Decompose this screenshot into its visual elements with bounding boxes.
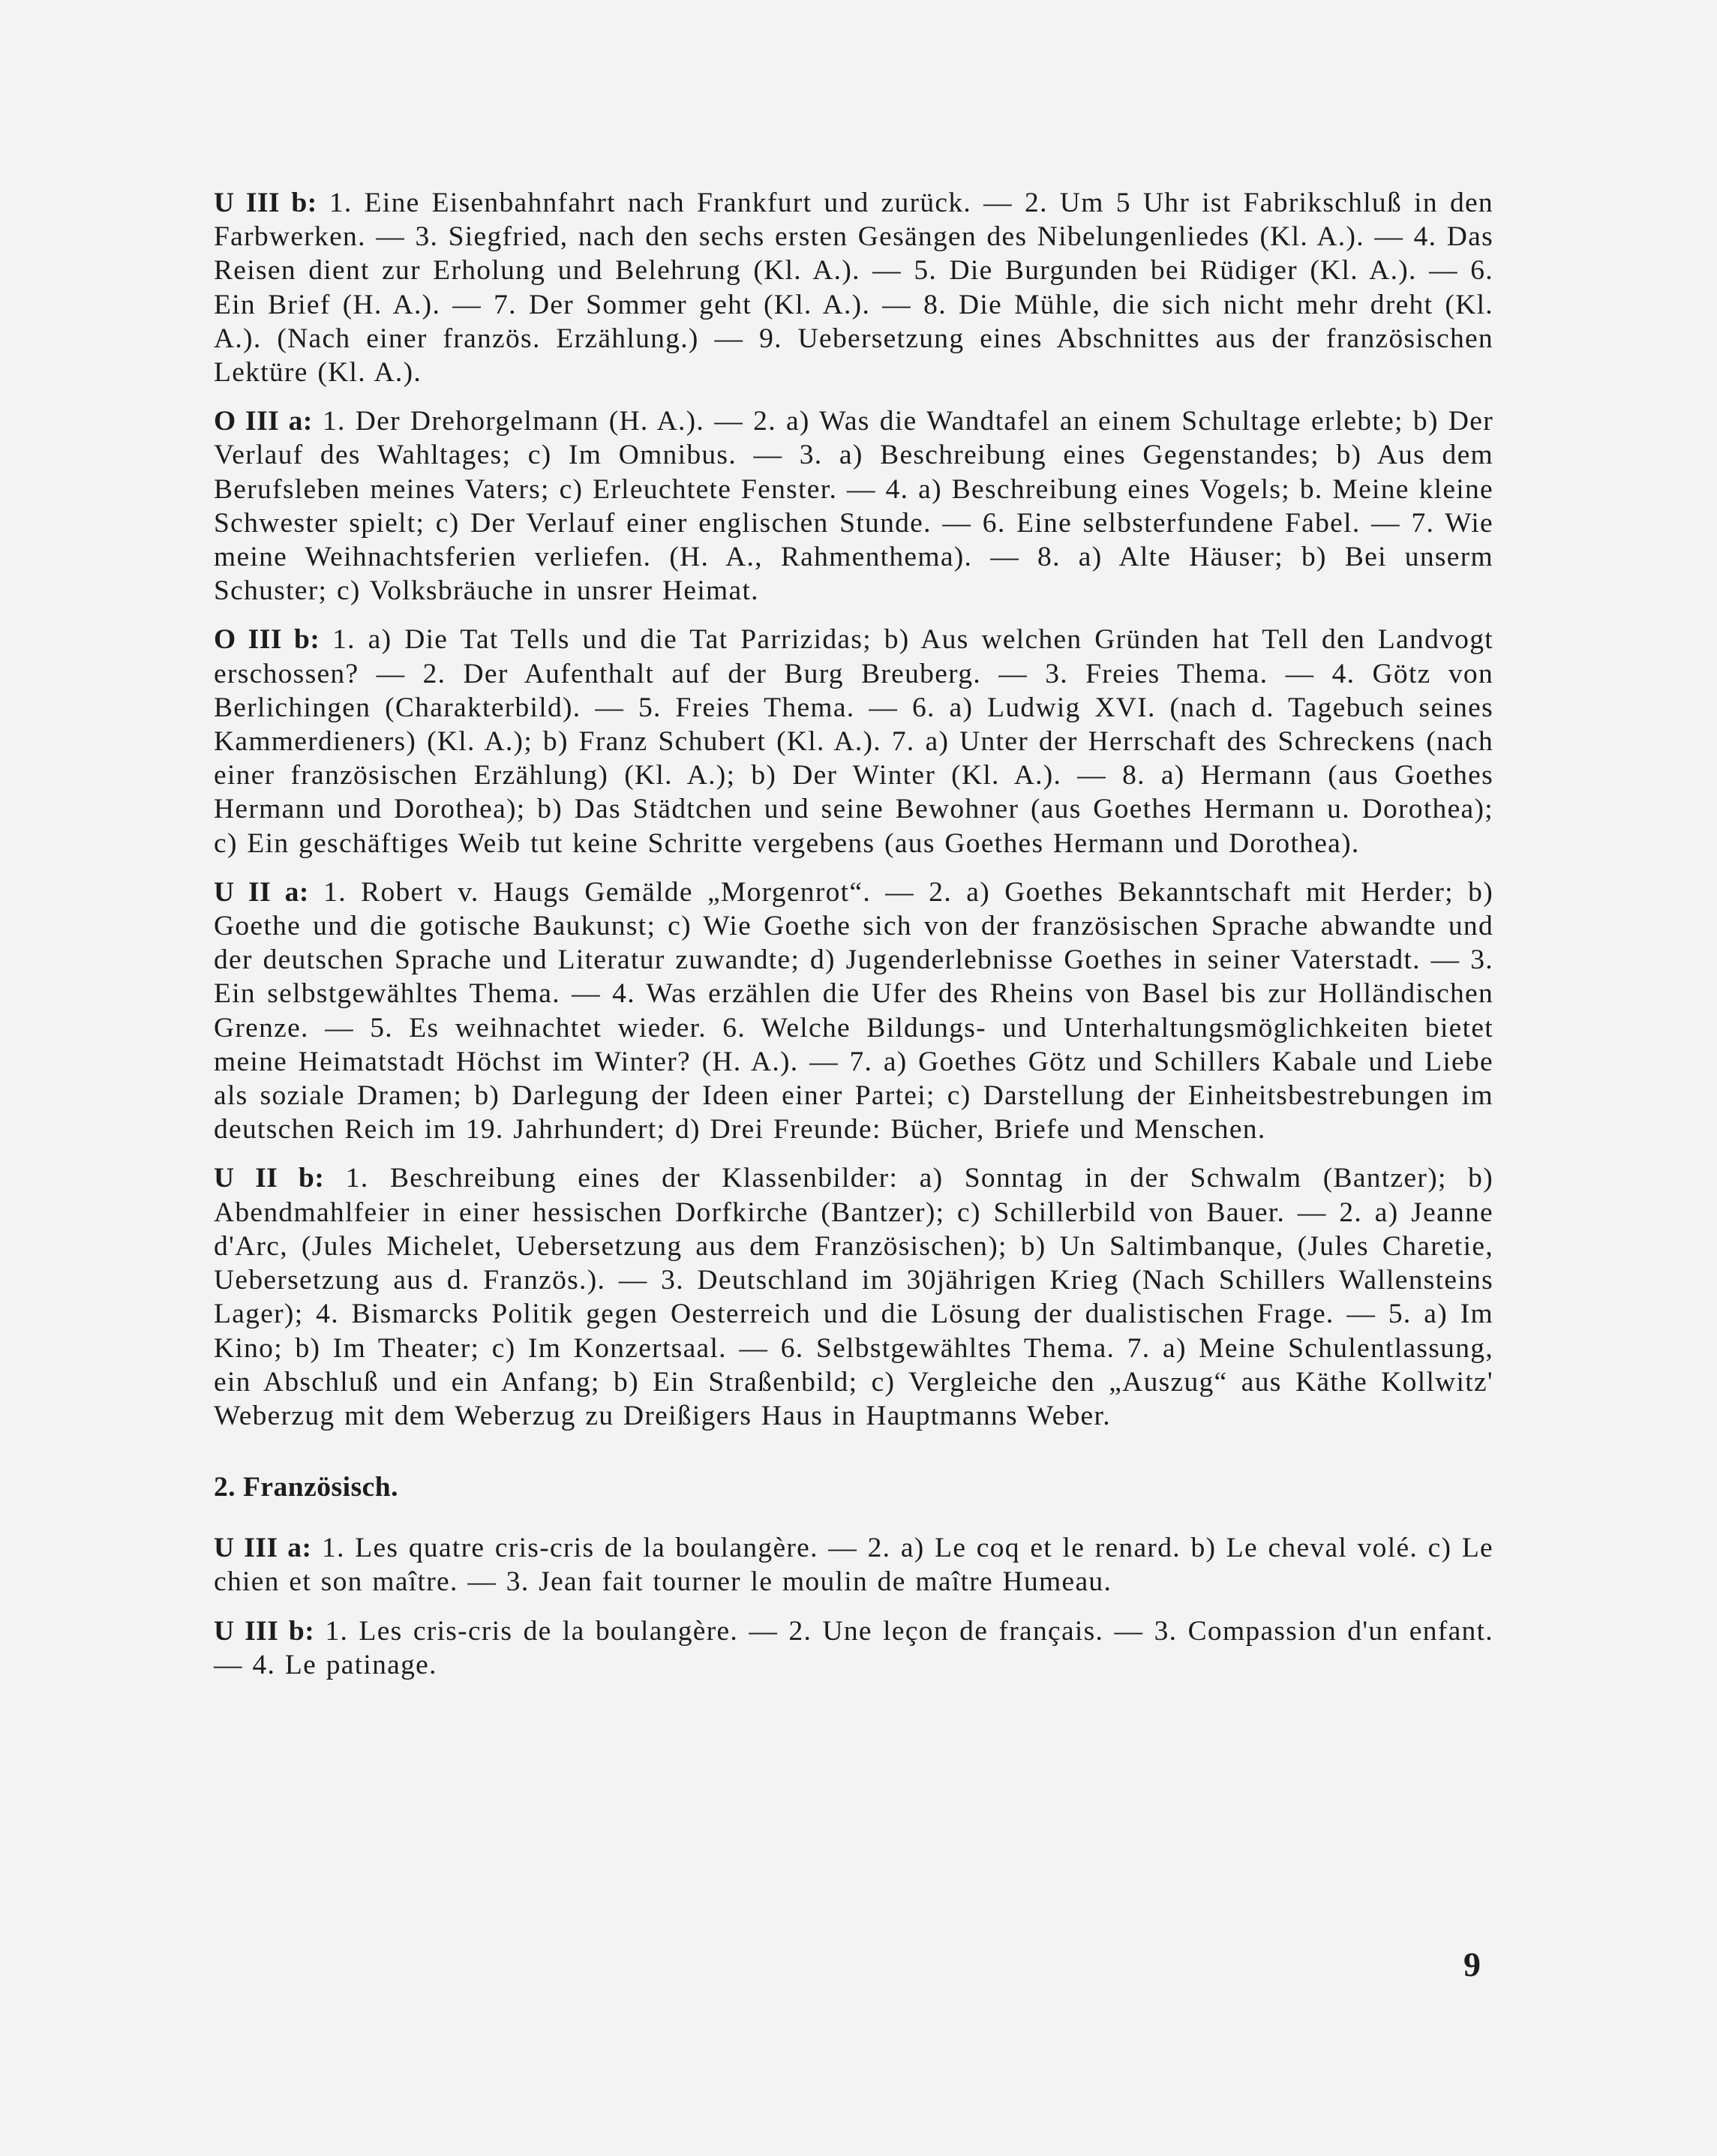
paragraph-fr-u-iii-b — [214, 1614, 1493, 1682]
class-label: U III a: — [214, 1533, 312, 1564]
paragraph-u-ii-b — [214, 1161, 1493, 1433]
class-label: U II a: — [214, 876, 309, 908]
class-label: O III b: — [214, 624, 320, 656]
class-label: O III a: — [214, 406, 313, 437]
paragraph-text: 1. Beschreibung eines der Klassenbilder: a) Sonntag in der Schwalm (Bantzer); b) Abendmahlfeier in einer hessischen Dorfkirche (Bantzer); c) Schillerbild von Bauer. — 2. a) Jeanne d'Arc, (Jules Michelet, Uebersetzung aus dem Französischen); b) Un Saltimbanque, (Jules Charetie, Uebersetzung aus d. Französ.). — 3. Deutschland im 30jährigen Krieg (Nach Schillers Wallensteins Lager); 4. Bismarcks Politik gegen Oesterreich und die Lösung der dualistischen Frage. — 5. a) Im Kino; b) Im Theater; c) Im Konzertsaal. — 6. Selbstgewähltes Thema. 7. a) Meine Schulentlassung, ein Abschluß und ein Anfang; b) Ein Straßenbild; c) Vergleiche den „Auszug“ aus Käthe Kollwitz' Weberzug mit dem Weberzug zu Dreißigers Haus in Hauptmanns Weber. — [214, 1163, 1493, 1431]
class-label: U III b: — [214, 188, 317, 218]
page-number: 9 — [1463, 1945, 1481, 1983]
section-heading-franzoesisch: 2. Französisch. — [214, 1472, 399, 1503]
paragraph-text: 1. Der Drehorgelmann (H. A.). — 2. a) Was die Wandtafel an einem Schultage erlebte; b) Der Verlauf des Wahltages; c) Im Omnibus. — 3. a) Beschreibung eines Gegenstandes; b) Aus dem Berufsleben meines Vaters; c) Erleuchtete Fenster. — 4. a) Beschreibung eines Vogels; b. Meine kleine Schwester spielt; c) Der Verlauf einer englischen Stunde. — 6. Eine selbsterfundene Fabel. — 7. Wie meine Weihnachtsferien verliefen. (H. A., Rahmenthema). — 8. a) Alte Häuser; b) Bei unserm Schuster; c) Volksbräuche in unsrer Heimat. — [214, 406, 1493, 607]
class-label: U III b: — [214, 1615, 315, 1647]
paragraph-o-iii-a — [214, 404, 1493, 608]
paragraph-text: 1. Les cris-cris de la boulangère. — 2. Une leçon de français. — 3. Compassion d'un enfant. — 4. Le patinage. — [214, 1615, 1493, 1680]
paragraph-text: 1. a) Die Tat Tells und die Tat Parrizidas; b) Aus welchen Gründen hat Tell den Landvogt erschossen? — 2. Der Aufenthalt auf der Burg Breuberg. — 3. Freies Thema. — 4. Götz von Berlichingen (Charakterbild). — 5. Freies Thema. — 6. a) Ludwig XVI. (nach d. Tagebuch seines Kammerdieners) (Kl. A.); b) Franz Schubert (Kl. A.). 7. a) Unter der Herrschaft des Schreckens (nach einer französischen Erzählung) (Kl. A.); b) Der Winter (Kl. A.). — 8. a) Hermann (aus Goethes Hermann und Dorothea); b) Das Städtchen und seine Bewohner (aus Goethes Hermann u. Dorothea); c) Ein geschäftiges Weib tut keine Schritte vergebens (aus Goethes Hermann und Dorothea). — [214, 624, 1493, 859]
paragraph-u-iii-b — [214, 186, 1493, 389]
paragraph-text: 1. Eine Eisenbahnfahrt nach Frankfurt und zurück. — 2. Um 5 Uhr ist Fabrikschluß in den Farbwerken. — 3. Siegfried, nach den sechs ersten Gesängen des Nibelungenliedes (Kl. A.). — 4. Das Reisen dient zur Erholung und Belehrung (Kl. A.). — 5. Die Burgunden bei Rüdiger (Kl. A.). — 6. Ein Brief (H. A.). — 7. Der Sommer geht (Kl. A.). — 8. Die Mühle, die sich nicht mehr dreht (Kl. A.). (Nach einer französ. Erzählung.) — 9. Uebersetzung eines Abschnittes aus der französischen Lektüre (Kl. A.). — [214, 188, 1493, 389]
paragraph-fr-u-iii-a — [214, 1531, 1493, 1599]
paragraph-text: 1. Les quatre cris-cris de la boulangère. — 2. a) Le coq et le renard. b) Le cheval volé. c) Le chien et son maître. — 3. Jean fait tourner le moulin de maître Humeau. — [214, 1533, 1493, 1598]
paragraph-u-ii-a — [214, 875, 1493, 1147]
paragraph-o-iii-b — [214, 623, 1493, 860]
document-page — [214, 186, 1493, 1697]
class-label: U II b: — [214, 1163, 325, 1194]
paragraph-text: 1. Robert v. Haugs Gemälde „Morgenrot“. — 2. a) Goethes Bekanntschaft mit Herder; b) Goethe und die gotische Baukunst; c) Wie Goethe sich von der französischen Sprache abwandte und der deutschen Sprache und Literatur zuwandte; d) Jugenderlebnisse Goethes in seiner Vaterstadt. — 3. Ein selbstgewähltes Thema. — 4. Was erzählen die Ufer des Rheins von Basel bis zur Holländischen Grenze. — 5. Es weihnachtet wieder. 6. Welche Bildungs- und Unterhaltungsmöglichkeiten bietet meine Heimatstadt Höchst im Winter? (H. A.). — 7. a) Goethes Götz und Schillers Kabale und Liebe als soziale Dramen; b) Darlegung der Ideen einer Partei; c) Darstellung der Einheitsbestrebungen im deutschen Reich im 19. Jahrhundert; d) Drei Freunde: Bücher, Briefe und Menschen. — [214, 876, 1493, 1146]
